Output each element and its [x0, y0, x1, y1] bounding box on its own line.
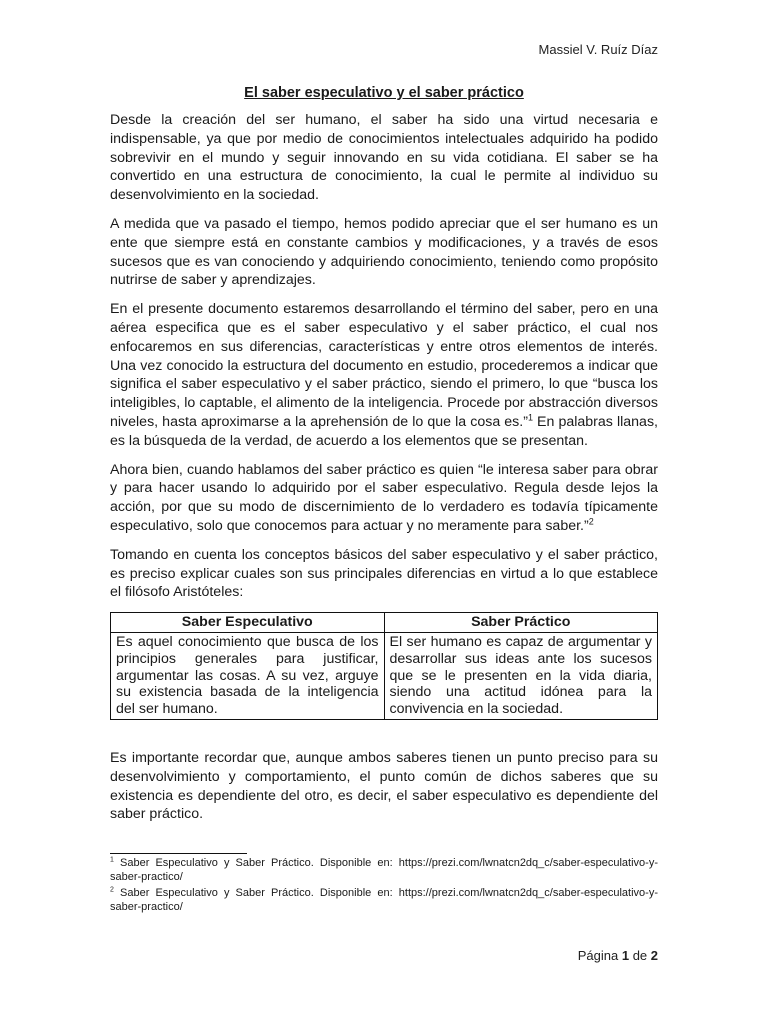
spacer: [110, 834, 658, 853]
footnote-separator: [110, 853, 247, 854]
header-author: Massiel V. Ruíz Díaz: [538, 42, 658, 57]
document-title: El saber especulativo y el saber práctico: [244, 85, 524, 101]
paragraph-1: Desde la creación del ser humano, el saber ha sido una virtud necesaria e indispensable, ya que por medio de conocimientos intelectuales adquirido ha podido sobrevivir en el mundo y seguir innovando en su vida cotidiana. El saber se ha convertido en una estructura de conocimiento, la cual le permite al individuo su desenvolvimiento en la sociedad.: [110, 112, 658, 204]
table-cell-especulativo: Es aquel conocimiento que busca de los principios generales para justificar, argumentar las cosas. A su vez, arguye su existencia basada de la inteligencia del ser humano.: [111, 632, 385, 719]
paragraph-3: [110, 300, 658, 450]
paragraph-4-main: Ahora bien, cuando hablamos del saber práctico es quien “le interesa saber para obrar y para hacer usando lo adquirido por el saber especulativo. Regula desde lejos la acción, por que su modo de discernimiento de lo verdadero es todavía típicamente especulativo, solo que conocemos para actuar y no meramente para saber.”: [110, 461, 658, 534]
paragraph-4: [110, 461, 658, 536]
paragraph-5: Tomando en cuenta los conceptos básicos del saber especulativo y el saber práctico, es preciso explicar cuales son sus principales diferencias en virtud a lo que establece el filósofo Aristóteles:: [110, 546, 658, 601]
paragraph-3-tail: En palabras llanas, es la búsqueda de la verdad, de acuerdo a los elementos que se presentan.: [110, 413, 658, 449]
page-number: 1: [621, 948, 630, 963]
page-of-label: de: [629, 948, 651, 963]
footnote-2: [110, 887, 658, 914]
spacer: [110, 730, 658, 749]
footnote-ref-1[interactable]: 1: [527, 412, 533, 423]
paragraph-6: Es importante recordar que, aunque ambos saberes tienen un punto preciso para su desenvolvimiento y comportamiento, el punto común de dichos saberes que su existencia es dependiente del otro, es decir, el saber especulativo es dependiente del saber práctico.: [110, 749, 658, 823]
page-total: 2: [650, 948, 658, 963]
footnote-ref-2[interactable]: 2: [588, 516, 594, 527]
paragraph-2: A medida que va pasado el tiempo, hemos podido apreciar que el ser humano es un ente que siempre está en constante cambios y modificaciones, y a través de esos sucesos que es van conociendo y adquiriendo conocimiento, teniendo como propósito nutrirse de saber y aprendizajes.: [110, 215, 658, 289]
footnote-2-number: 2: [110, 886, 114, 894]
document-body: [110, 84, 658, 917]
page-footer: [578, 948, 658, 963]
footnote-2-text: Saber Especulativo y Saber Práctico. Disponible en: https://prezi.com/lwnatcn2dq_c/saber-especulativo-y-saber-practico/: [110, 887, 658, 913]
table-header-practico: Saber Práctico: [384, 613, 658, 633]
paragraph-3-main: En el presente documento estaremos desarrollando el término del saber, pero en una aérea especifica que es el saber especulativo y el saber práctico, el cual nos enfocaremos en sus diferencias, características y entre otros elementos de interés. Una vez conocido la estructura del documento en estudio, procederemos a indicar que significa el saber especulativo y el saber práctico, siendo el primero, lo que “busca los inteligibles, lo captable, el alimento de la inteligencia. Procede por abstracción diversos niveles, hasta aproximarse a la aprehensión de lo que la cosa es.”: [110, 301, 658, 430]
footnote-1-text: Saber Especulativo y Saber Práctico. Disponible en: https://prezi.com/lwnatcn2dq_c/saber-especulativo-y-saber-practico/: [110, 857, 658, 883]
table-header-especulativo: Saber Especulativo: [111, 613, 385, 633]
footnote-1-number: 1: [110, 856, 114, 864]
table-header-row: [111, 613, 658, 633]
table-cell-practico: El ser humano es capaz de argumentar y desarrollar sus ideas ante los sucesos que se le presenten en la vida diaria, siendo una actitud idónea para la convivencia en la sociedad.: [384, 632, 658, 719]
page-label: Página: [577, 948, 622, 963]
footnote-1: [110, 857, 658, 884]
table-row: [111, 632, 658, 719]
comparison-table: [110, 612, 658, 720]
